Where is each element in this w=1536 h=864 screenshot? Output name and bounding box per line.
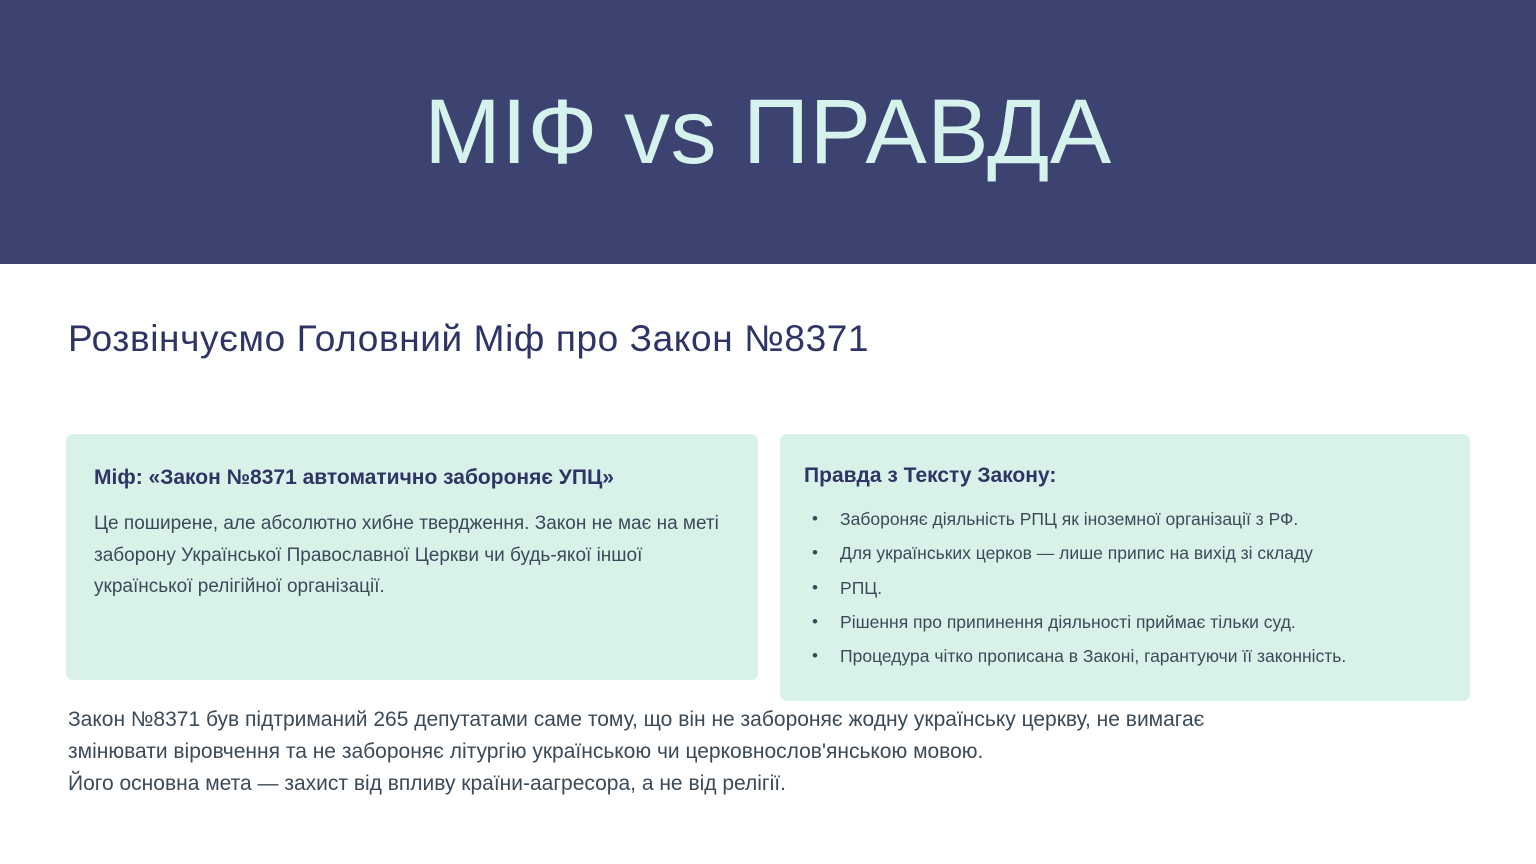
truth-card — [780, 434, 1470, 701]
myth-card — [66, 434, 758, 680]
myth-card-heading: Міф: «Закон №8371 автоматично забороняє УПЦ» — [94, 466, 614, 489]
list-item: • РПЦ. — [804, 575, 1444, 602]
footer-note-line-3: Його основна мета — захист від впливу країни-аагресора, а не від релігії. — [68, 771, 786, 795]
list-item: • Забороняє діяльність РПЦ як іноземної організації з РФ. — [804, 506, 1444, 533]
footer-note-line-2: змінювати віровчення та не забороняє літургію українською чи церковнослов'янською мовою. — [68, 739, 984, 763]
title-banner — [0, 0, 1536, 264]
truth-card-bullet-list — [804, 506, 1444, 670]
slide-subtitle: Розвінчуємо Головний Міф про Закон №8371 — [68, 318, 870, 359]
list-item: • Рішення про припинення діяльності приймає тільки суд. — [804, 609, 1444, 636]
slide-title: МІФ vs ПРАВДА — [424, 81, 1112, 183]
card-row — [66, 434, 1470, 701]
truth-card-heading: Правда з Тексту Закону: — [804, 464, 1057, 487]
list-item: • Для українських церков — лише припис на вихід зі складу — [804, 540, 1444, 567]
myth-card-body: Це поширене, але абсолютно хибне твердження. Закон не має на меті заборону Української Православної Церкви чи будь-якої іншої української релігійної організації. — [94, 513, 719, 598]
footer-note — [68, 704, 1478, 800]
list-item: • Процедура чітко прописана в Законі, гарантуючи її законність. — [804, 643, 1444, 670]
footer-note-line-1: Закон №8371 був підтриманий 265 депутатами саме тому, що він не забороняє жодну українську церкву, не вимагає — [68, 708, 1205, 731]
